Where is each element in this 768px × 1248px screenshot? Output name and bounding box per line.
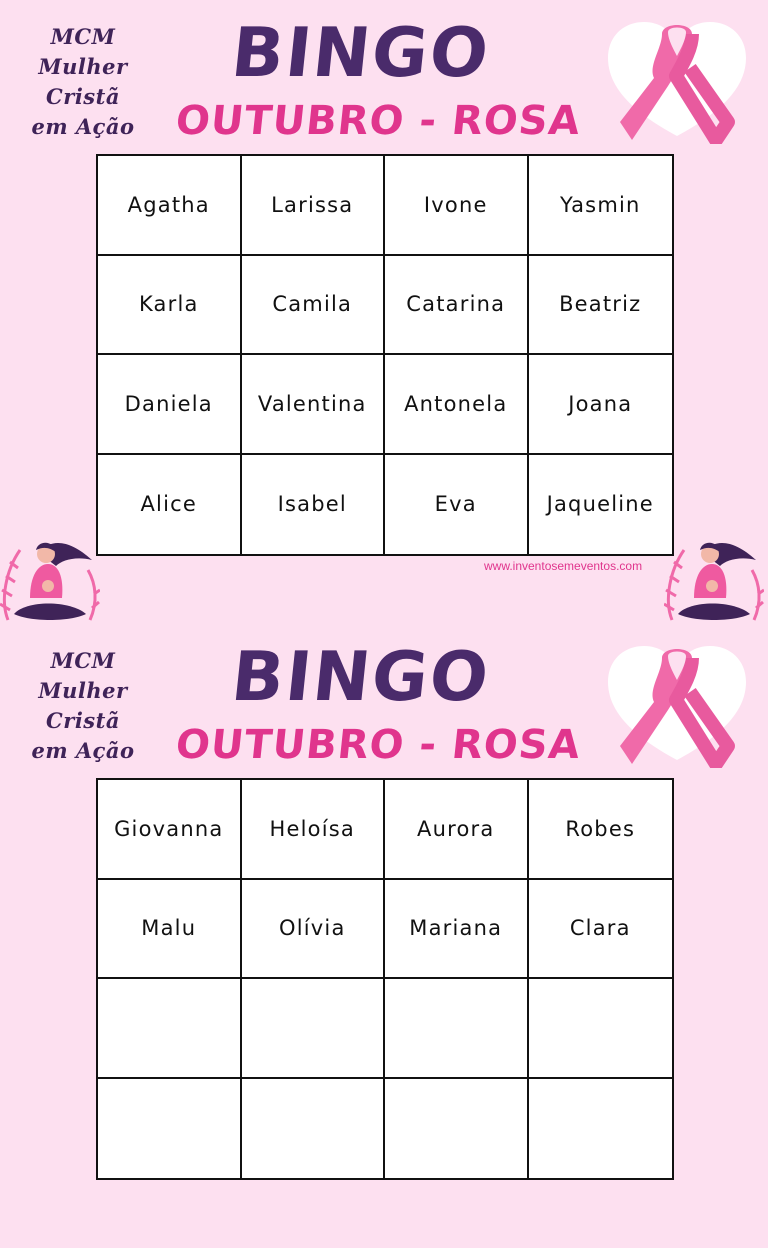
website-link[interactable]: www.inventosemeventos.com <box>484 559 643 573</box>
bingo-cell: Clara <box>529 880 673 980</box>
bingo-title: BINGO <box>227 14 494 93</box>
bingo-cell <box>242 979 386 1079</box>
bingo-cell: Catarina <box>385 256 529 356</box>
org-line: MCM <box>50 648 116 673</box>
bingo-cell: Daniela <box>98 355 242 455</box>
bingo-cell <box>98 1079 242 1179</box>
bingo-cell: Alice <box>98 455 242 555</box>
pink-ribbon-icon <box>604 18 750 144</box>
bingo-subtitle: OUTUBRO - ROSA <box>173 98 583 144</box>
bingo-cell <box>385 1079 529 1179</box>
org-line: Mulher <box>38 54 128 79</box>
pink-ribbon-icon <box>604 642 750 768</box>
bingo-cell: Aurora <box>385 780 529 880</box>
organization-name <box>28 22 138 142</box>
bingo-cell <box>529 979 673 1079</box>
bingo-cell: Agatha <box>98 156 242 256</box>
org-line: Cristã <box>46 708 120 733</box>
bingo-cell: Camila <box>242 256 386 356</box>
org-line: Mulher <box>38 678 128 703</box>
bingo-cell: Olívia <box>242 880 386 980</box>
bingo-cell: Mariana <box>385 880 529 980</box>
org-line: Cristã <box>46 84 120 109</box>
bingo-cell: Robes <box>529 780 673 880</box>
bingo-cell: Beatriz <box>529 256 673 356</box>
bingo-cell: Yasmin <box>529 156 673 256</box>
bingo-cell: Malu <box>98 880 242 980</box>
bingo-cell: Karla <box>98 256 242 356</box>
bingo-cell: Ivone <box>385 156 529 256</box>
bingo-cell: Joana <box>529 355 673 455</box>
bingo-grid <box>96 154 674 556</box>
bingo-subtitle: OUTUBRO - ROSA <box>173 722 583 768</box>
bingo-cell: Giovanna <box>98 780 242 880</box>
bingo-cell: Isabel <box>242 455 386 555</box>
bingo-title: BINGO <box>227 638 494 717</box>
bingo-grid <box>96 778 674 1180</box>
org-line: em Ação <box>31 114 135 139</box>
org-line: em Ação <box>31 738 135 763</box>
bingo-cell: Eva <box>385 455 529 555</box>
bingo-card-2 <box>0 624 768 1248</box>
woman-illustration-icon <box>0 530 100 626</box>
woman-illustration-icon <box>664 530 764 626</box>
bingo-cell: Jaqueline <box>546 492 654 517</box>
org-line: MCM <box>50 24 116 49</box>
bingo-cell <box>242 1079 386 1179</box>
organization-name <box>28 646 138 766</box>
bingo-cell <box>385 979 529 1079</box>
bingo-cell: Valentina <box>242 355 386 455</box>
bingo-cell: Heloísa <box>242 780 386 880</box>
bingo-cell <box>529 1079 673 1179</box>
bingo-cell <box>98 979 242 1079</box>
bingo-cell: Antonela <box>385 355 529 455</box>
bingo-cell: Larissa <box>242 156 386 256</box>
